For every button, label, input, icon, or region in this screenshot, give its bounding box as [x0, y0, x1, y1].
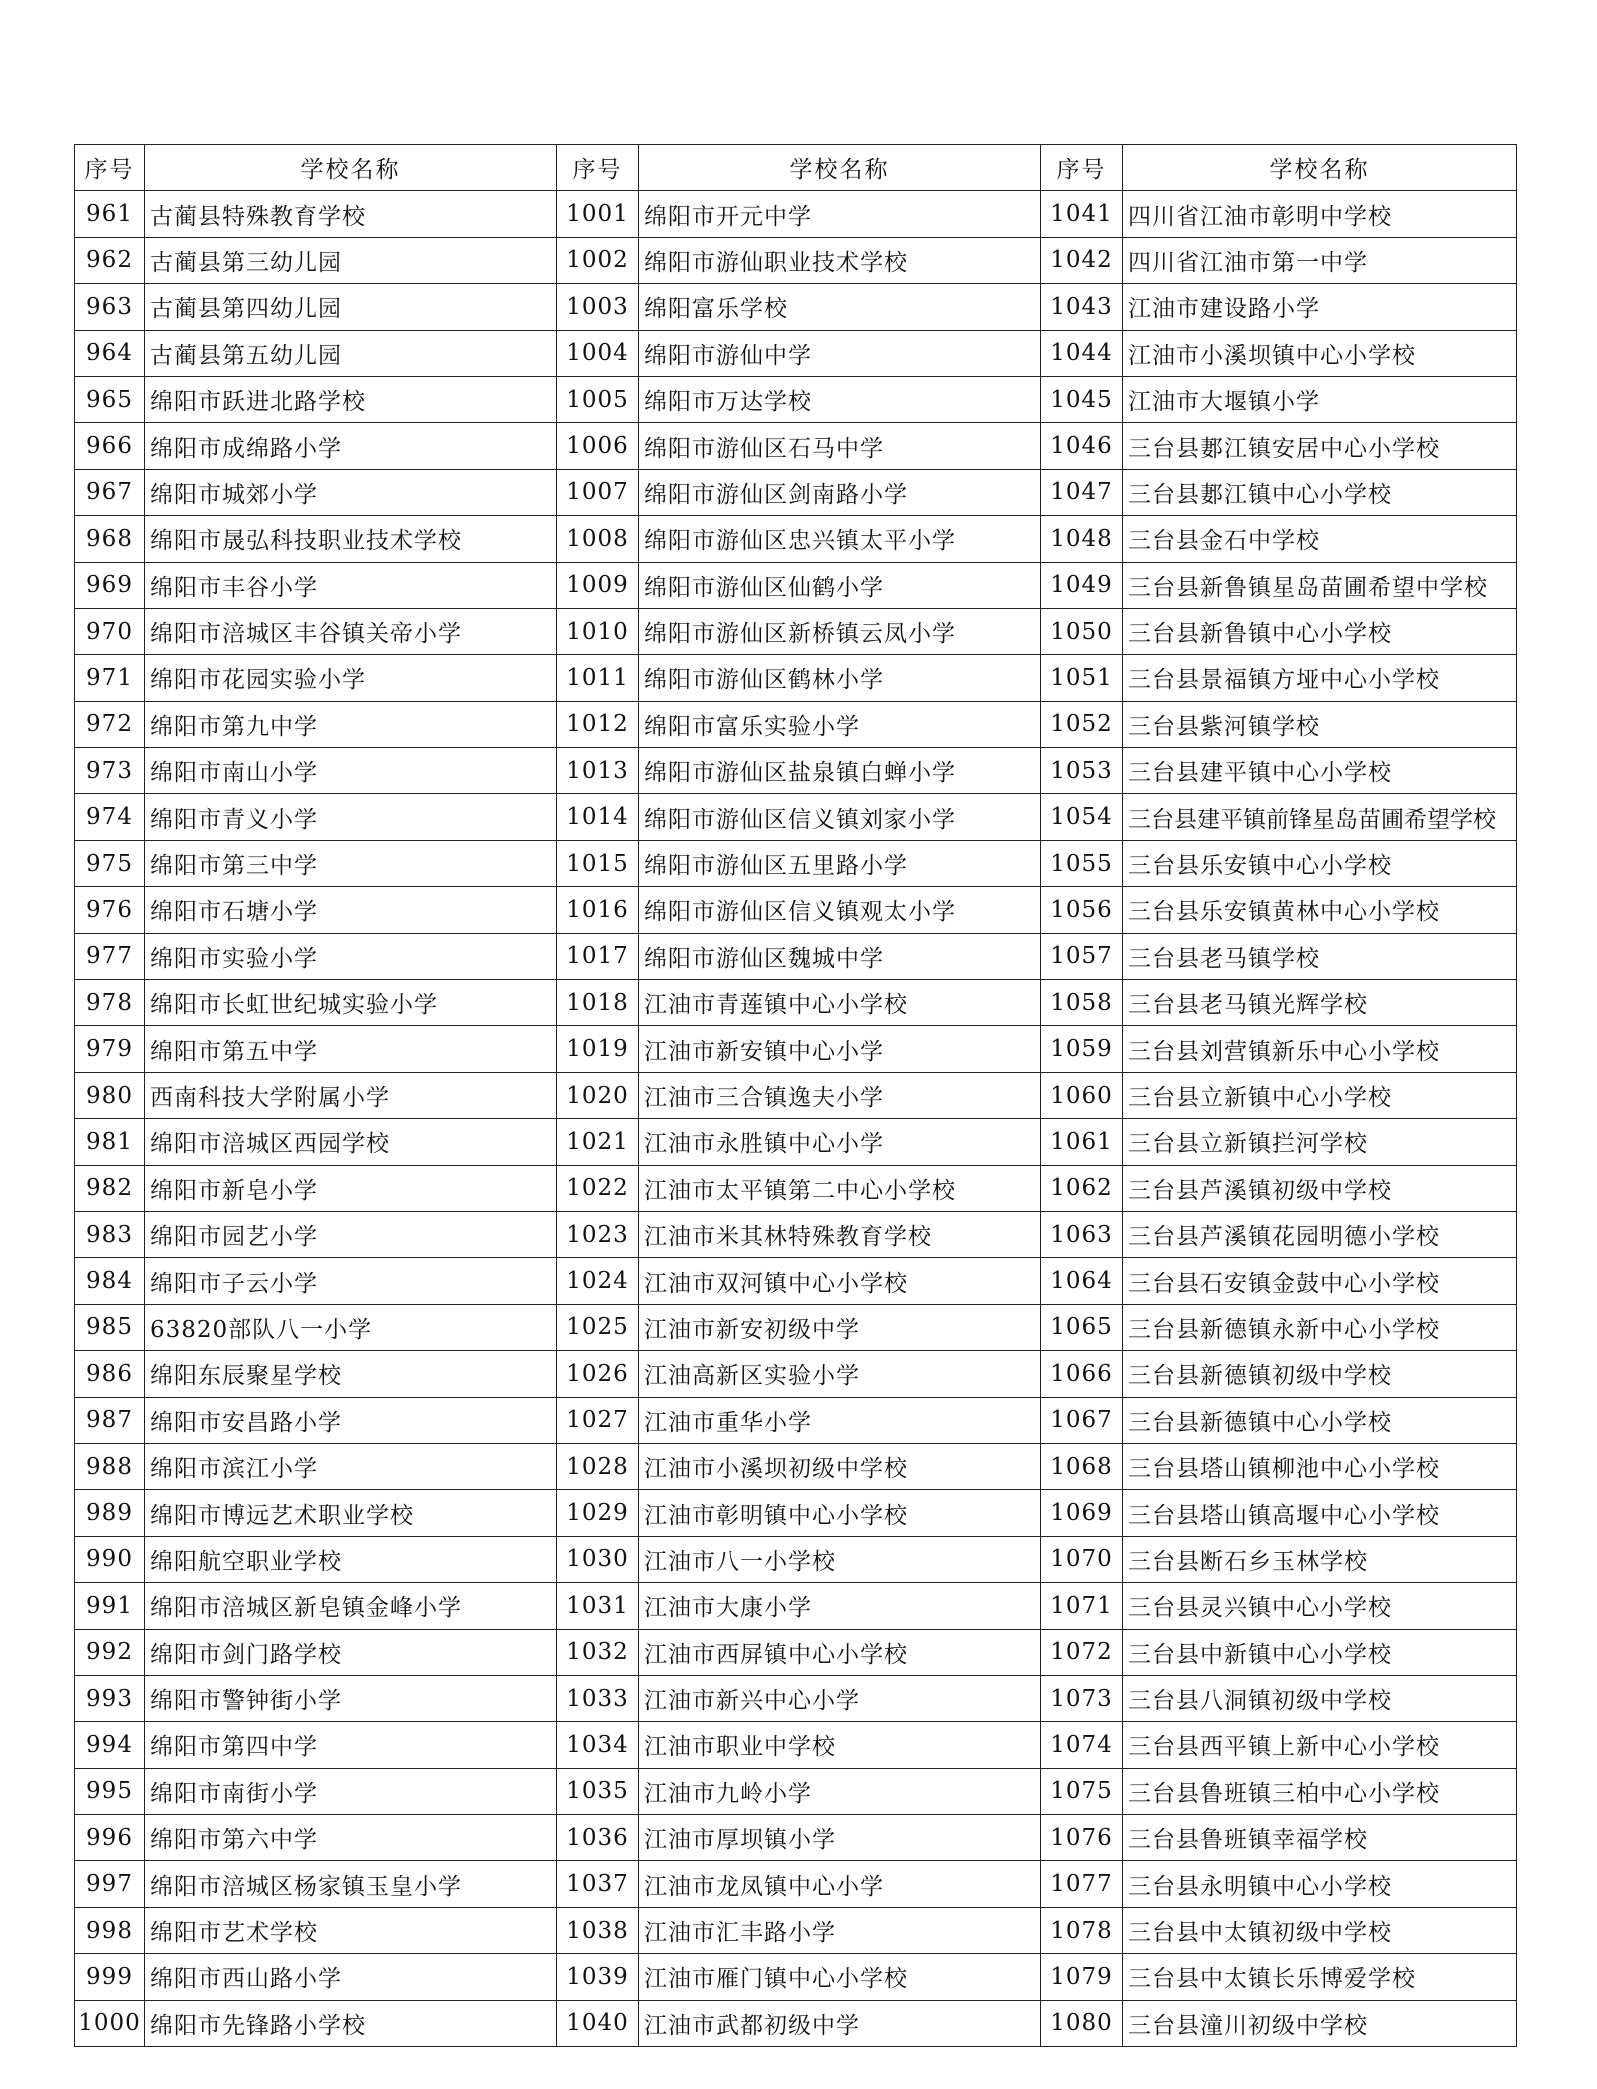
school-name-cell: 三台县塔山镇柳池中心小学校 [1123, 1443, 1517, 1489]
school-name-cell: 绵阳市第六中学 [145, 1815, 557, 1861]
school-name-cell: 江油市建设路小学 [1123, 284, 1517, 330]
table-row [75, 1722, 1517, 1768]
school-name-cell: 三台县建平镇中心小学校 [1123, 748, 1517, 794]
row-index-cell: 1065 [1041, 1304, 1123, 1350]
table-row [75, 237, 1517, 283]
row-index-cell: 1047 [1041, 469, 1123, 515]
school-table [74, 144, 1517, 2047]
school-name-cell: 绵阳市涪城区杨家镇玉皇小学 [145, 1861, 557, 1907]
row-index-cell: 1079 [1041, 1954, 1123, 2000]
row-index-cell: 1066 [1041, 1351, 1123, 1397]
school-name-cell: 三台县景福镇方垭中心小学校 [1123, 655, 1517, 701]
school-name-cell: 绵阳市游仙区忠兴镇太平小学 [639, 516, 1041, 562]
school-name-cell: 古蔺县第五幼儿园 [145, 330, 557, 376]
school-name-cell: 三台县西平镇上新中心小学校 [1123, 1722, 1517, 1768]
school-name-cell: 绵阳市游仙区盐泉镇白蝉小学 [639, 748, 1041, 794]
row-index-cell: 965 [75, 376, 145, 422]
row-index-cell: 1021 [557, 1119, 639, 1165]
row-index-cell: 973 [75, 748, 145, 794]
school-name-cell: 三台县新德镇中心小学校 [1123, 1397, 1517, 1443]
school-name-cell: 绵阳市青义小学 [145, 794, 557, 840]
school-name-cell: 绵阳市游仙区信义镇刘家小学 [639, 794, 1041, 840]
row-index-cell: 975 [75, 840, 145, 886]
school-name-cell: 三台县乐安镇中心小学校 [1123, 840, 1517, 886]
school-name-cell: 绵阳市艺术学校 [145, 1907, 557, 1953]
school-name-cell: 绵阳市游仙区剑南路小学 [639, 469, 1041, 515]
school-name-cell: 江油市西屏镇中心小学校 [639, 1629, 1041, 1675]
row-index-cell: 1015 [557, 840, 639, 886]
row-index-cell: 968 [75, 516, 145, 562]
table-row [75, 191, 1517, 237]
school-name-cell: 绵阳市南街小学 [145, 1768, 557, 1814]
school-name-cell: 三台县潼川初级中学校 [1123, 2000, 1517, 2046]
table-row [75, 1165, 1517, 1211]
row-index-cell: 1062 [1041, 1165, 1123, 1211]
row-index-cell: 1030 [557, 1536, 639, 1582]
row-index-cell: 1063 [1041, 1211, 1123, 1257]
row-index-cell: 990 [75, 1536, 145, 1582]
table-row [75, 1907, 1517, 1953]
table-row [75, 562, 1517, 608]
school-name-cell: 绵阳市游仙区仙鹤小学 [639, 562, 1041, 608]
school-name-cell: 江油市雁门镇中心小学校 [639, 1954, 1041, 2000]
row-index-cell: 974 [75, 794, 145, 840]
school-name-cell: 江油市大康小学 [639, 1583, 1041, 1629]
row-index-cell: 1073 [1041, 1675, 1123, 1721]
row-index-cell: 1032 [557, 1629, 639, 1675]
table-row [75, 1629, 1517, 1675]
row-index-cell: 1017 [557, 933, 639, 979]
school-name-cell: 古蔺县第三幼儿园 [145, 237, 557, 283]
row-index-cell: 1031 [557, 1583, 639, 1629]
school-name-cell: 西南科技大学附属小学 [145, 1072, 557, 1118]
table-row [75, 840, 1517, 886]
row-index-cell: 980 [75, 1072, 145, 1118]
row-index-cell: 1078 [1041, 1907, 1123, 1953]
row-index-cell: 1013 [557, 748, 639, 794]
school-name-cell: 江油市永胜镇中心小学 [639, 1119, 1041, 1165]
school-name-cell: 绵阳市警钟街小学 [145, 1675, 557, 1721]
row-index-cell: 1005 [557, 376, 639, 422]
row-index-cell: 1076 [1041, 1815, 1123, 1861]
school-name-cell: 江油市太平镇第二中心小学校 [639, 1165, 1041, 1211]
row-index-cell: 1033 [557, 1675, 639, 1721]
school-name-cell: 三台县郪江镇安居中心小学校 [1123, 423, 1517, 469]
school-name-cell: 江油市八一小学校 [639, 1536, 1041, 1582]
school-name-cell: 江油市汇丰路小学 [639, 1907, 1041, 1953]
header-index-3: 序号 [1041, 145, 1123, 191]
row-index-cell: 1064 [1041, 1258, 1123, 1304]
school-name-cell: 三台县芦溪镇花园明德小学校 [1123, 1211, 1517, 1257]
table-row [75, 701, 1517, 747]
row-index-cell: 1024 [557, 1258, 639, 1304]
row-index-cell: 978 [75, 980, 145, 1026]
row-index-cell: 1029 [557, 1490, 639, 1536]
row-index-cell: 987 [75, 1397, 145, 1443]
school-name-cell: 绵阳市晟弘科技职业技术学校 [145, 516, 557, 562]
row-index-cell: 1058 [1041, 980, 1123, 1026]
school-name-cell: 绵阳市富乐实验小学 [639, 701, 1041, 747]
school-name-cell: 绵阳市跃进北路学校 [145, 376, 557, 422]
row-index-cell: 1018 [557, 980, 639, 1026]
school-name-cell: 江油市重华小学 [639, 1397, 1041, 1443]
row-index-cell: 976 [75, 887, 145, 933]
table-row [75, 794, 1517, 840]
row-index-cell: 1055 [1041, 840, 1123, 886]
table-row [75, 655, 1517, 701]
row-index-cell: 1048 [1041, 516, 1123, 562]
table-row [75, 1536, 1517, 1582]
row-index-cell: 1045 [1041, 376, 1123, 422]
row-index-cell: 1019 [557, 1026, 639, 1072]
row-index-cell: 1022 [557, 1165, 639, 1211]
row-index-cell: 969 [75, 562, 145, 608]
row-index-cell: 1008 [557, 516, 639, 562]
school-name-cell: 三台县八洞镇初级中学校 [1123, 1675, 1517, 1721]
school-name-cell: 三台县断石乡玉林学校 [1123, 1536, 1517, 1582]
school-name-cell: 绵阳市开元中学 [639, 191, 1041, 237]
table-row [75, 330, 1517, 376]
school-name-cell: 三台县建平镇前锋星岛苗圃希望学校 [1123, 794, 1517, 840]
row-index-cell: 1014 [557, 794, 639, 840]
row-index-cell: 986 [75, 1351, 145, 1397]
school-name-cell: 江油市职业中学校 [639, 1722, 1041, 1768]
row-index-cell: 1003 [557, 284, 639, 330]
school-name-cell: 绵阳市涪城区西园学校 [145, 1119, 557, 1165]
school-name-cell: 绵阳市滨江小学 [145, 1443, 557, 1489]
row-index-cell: 1034 [557, 1722, 639, 1768]
school-name-cell: 江油市厚坝镇小学 [639, 1815, 1041, 1861]
row-index-cell: 982 [75, 1165, 145, 1211]
school-name-cell: 三台县鲁班镇三柏中心小学校 [1123, 1768, 1517, 1814]
table-row [75, 1861, 1517, 1907]
school-name-cell: 绵阳市实验小学 [145, 933, 557, 979]
row-index-cell: 1074 [1041, 1722, 1123, 1768]
row-index-cell: 1002 [557, 237, 639, 283]
row-index-cell: 979 [75, 1026, 145, 1072]
school-name-cell: 江油市彰明镇中心小学校 [639, 1490, 1041, 1536]
row-index-cell: 1011 [557, 655, 639, 701]
school-name-cell: 绵阳航空职业学校 [145, 1536, 557, 1582]
school-name-cell: 江油市新兴中心小学 [639, 1675, 1041, 1721]
table-header-row [75, 145, 1517, 191]
row-index-cell: 997 [75, 1861, 145, 1907]
school-name-cell: 江油市双河镇中心小学校 [639, 1258, 1041, 1304]
school-name-cell: 绵阳市剑门路学校 [145, 1629, 557, 1675]
school-name-cell: 江油市武都初级中学 [639, 2000, 1041, 2046]
school-name-cell: 三台县中太镇初级中学校 [1123, 1907, 1517, 1953]
school-name-cell: 江油市米其林特殊教育学校 [639, 1211, 1041, 1257]
school-name-cell: 绵阳市长虹世纪城实验小学 [145, 980, 557, 1026]
school-name-cell: 三台县新鲁镇星岛苗圃希望中学校 [1123, 562, 1517, 608]
table-row [75, 1351, 1517, 1397]
table-row [75, 1490, 1517, 1536]
school-name-cell: 绵阳东辰聚星学校 [145, 1351, 557, 1397]
row-index-cell: 1023 [557, 1211, 639, 1257]
row-index-cell: 1020 [557, 1072, 639, 1118]
row-index-cell: 1035 [557, 1768, 639, 1814]
row-index-cell: 985 [75, 1304, 145, 1350]
row-index-cell: 1061 [1041, 1119, 1123, 1165]
table-row [75, 608, 1517, 654]
row-index-cell: 984 [75, 1258, 145, 1304]
school-name-cell: 江油市三合镇逸夫小学 [639, 1072, 1041, 1118]
school-name-cell: 绵阳市西山路小学 [145, 1954, 557, 2000]
school-name-cell: 四川省江油市彰明中学校 [1123, 191, 1517, 237]
table-row [75, 887, 1517, 933]
table-row [75, 980, 1517, 1026]
school-name-cell: 三台县塔山镇高堰中心小学校 [1123, 1490, 1517, 1536]
row-index-cell: 962 [75, 237, 145, 283]
row-index-cell: 1049 [1041, 562, 1123, 608]
row-index-cell: 964 [75, 330, 145, 376]
row-index-cell: 1042 [1041, 237, 1123, 283]
row-index-cell: 1028 [557, 1443, 639, 1489]
row-index-cell: 1039 [557, 1954, 639, 2000]
row-index-cell: 1026 [557, 1351, 639, 1397]
row-index-cell: 1080 [1041, 2000, 1123, 2046]
row-index-cell: 1044 [1041, 330, 1123, 376]
table-row [75, 1815, 1517, 1861]
row-index-cell: 988 [75, 1443, 145, 1489]
table-row [75, 933, 1517, 979]
table-row [75, 1768, 1517, 1814]
row-index-cell: 1072 [1041, 1629, 1123, 1675]
row-index-cell: 1052 [1041, 701, 1123, 747]
school-name-cell: 绵阳市万达学校 [639, 376, 1041, 422]
school-name-cell: 绵阳市石塘小学 [145, 887, 557, 933]
row-index-cell: 992 [75, 1629, 145, 1675]
school-name-cell: 江油市新安镇中心小学 [639, 1026, 1041, 1072]
row-index-cell: 1056 [1041, 887, 1123, 933]
school-name-cell: 三台县郪江镇中心小学校 [1123, 469, 1517, 515]
table-row [75, 284, 1517, 330]
row-index-cell: 961 [75, 191, 145, 237]
school-name-cell: 三台县紫河镇学校 [1123, 701, 1517, 747]
school-name-cell: 绵阳市第五中学 [145, 1026, 557, 1072]
row-index-cell: 1075 [1041, 1768, 1123, 1814]
row-index-cell: 989 [75, 1490, 145, 1536]
school-name-cell: 江油市小溪坝初级中学校 [639, 1443, 1041, 1489]
school-name-cell: 三台县立新镇拦河学校 [1123, 1119, 1517, 1165]
school-name-cell: 绵阳市游仙中学 [639, 330, 1041, 376]
table-row [75, 1397, 1517, 1443]
row-index-cell: 994 [75, 1722, 145, 1768]
row-index-cell: 1009 [557, 562, 639, 608]
row-index-cell: 1012 [557, 701, 639, 747]
table-body [75, 191, 1517, 2047]
school-name-cell: 江油市小溪坝镇中心小学校 [1123, 330, 1517, 376]
school-name-cell: 绵阳市第三中学 [145, 840, 557, 886]
school-name-cell: 绵阳市涪城区新皂镇金峰小学 [145, 1583, 557, 1629]
table-row [75, 423, 1517, 469]
row-index-cell: 1025 [557, 1304, 639, 1350]
row-index-cell: 1070 [1041, 1536, 1123, 1582]
school-name-cell: 绵阳市安昌路小学 [145, 1397, 557, 1443]
school-name-cell: 三台县新鲁镇中心小学校 [1123, 608, 1517, 654]
row-index-cell: 971 [75, 655, 145, 701]
row-index-cell: 1067 [1041, 1397, 1123, 1443]
row-index-cell: 1007 [557, 469, 639, 515]
school-name-cell: 三台县中太镇长乐博爱学校 [1123, 1954, 1517, 2000]
row-index-cell: 1077 [1041, 1861, 1123, 1907]
school-name-cell: 三台县立新镇中心小学校 [1123, 1072, 1517, 1118]
school-name-cell: 江油市新安初级中学 [639, 1304, 1041, 1350]
school-name-cell: 绵阳市城郊小学 [145, 469, 557, 515]
school-name-cell: 绵阳市第九中学 [145, 701, 557, 747]
school-name-cell: 绵阳市第四中学 [145, 1722, 557, 1768]
school-name-cell: 古蔺县第四幼儿园 [145, 284, 557, 330]
row-index-cell: 1071 [1041, 1583, 1123, 1629]
school-name-cell: 绵阳市游仙区石马中学 [639, 423, 1041, 469]
school-name-cell: 江油市九岭小学 [639, 1768, 1041, 1814]
row-index-cell: 1050 [1041, 608, 1123, 654]
row-index-cell: 977 [75, 933, 145, 979]
school-name-cell: 绵阳市涪城区丰谷镇关帝小学 [145, 608, 557, 654]
school-name-cell: 三台县芦溪镇初级中学校 [1123, 1165, 1517, 1211]
table-row [75, 1026, 1517, 1072]
school-name-cell: 绵阳市花园实验小学 [145, 655, 557, 701]
table-row [75, 748, 1517, 794]
school-name-cell: 三台县石安镇金鼓中心小学校 [1123, 1258, 1517, 1304]
table-row [75, 1258, 1517, 1304]
row-index-cell: 1037 [557, 1861, 639, 1907]
school-name-cell: 江油市大堰镇小学 [1123, 376, 1517, 422]
school-name-cell: 三台县老马镇光辉学校 [1123, 980, 1517, 1026]
row-index-cell: 963 [75, 284, 145, 330]
table-row [75, 1119, 1517, 1165]
header-index-2: 序号 [557, 145, 639, 191]
table-row [75, 376, 1517, 422]
table-row [75, 516, 1517, 562]
table-row [75, 1304, 1517, 1350]
table-row [75, 469, 1517, 515]
header-index-1: 序号 [75, 145, 145, 191]
school-name-cell: 三台县灵兴镇中心小学校 [1123, 1583, 1517, 1629]
row-index-cell: 993 [75, 1675, 145, 1721]
table-row [75, 2000, 1517, 2046]
row-index-cell: 1060 [1041, 1072, 1123, 1118]
school-name-cell: 三台县刘营镇新乐中心小学校 [1123, 1026, 1517, 1072]
row-index-cell: 1041 [1041, 191, 1123, 237]
school-list-page [74, 144, 1516, 2047]
header-school-name-1: 学校名称 [145, 145, 557, 191]
school-name-cell: 三台县乐安镇黄林中心小学校 [1123, 887, 1517, 933]
row-index-cell: 1006 [557, 423, 639, 469]
school-name-cell: 绵阳市先锋路小学校 [145, 2000, 557, 2046]
row-index-cell: 998 [75, 1907, 145, 1953]
school-name-cell: 绵阳市南山小学 [145, 748, 557, 794]
table-row [75, 1675, 1517, 1721]
row-index-cell: 991 [75, 1583, 145, 1629]
school-name-cell: 绵阳市游仙区魏城中学 [639, 933, 1041, 979]
school-name-cell: 江油市龙凤镇中心小学 [639, 1861, 1041, 1907]
school-name-cell: 古蔺县特殊教育学校 [145, 191, 557, 237]
row-index-cell: 1043 [1041, 284, 1123, 330]
school-name-cell: 三台县新德镇初级中学校 [1123, 1351, 1517, 1397]
school-name-cell: 绵阳市游仙职业技术学校 [639, 237, 1041, 283]
school-name-cell: 三台县新德镇永新中心小学校 [1123, 1304, 1517, 1350]
table-row [75, 1443, 1517, 1489]
row-index-cell: 967 [75, 469, 145, 515]
school-name-cell: 四川省江油市第一中学 [1123, 237, 1517, 283]
table-row [75, 1072, 1517, 1118]
header-school-name-3: 学校名称 [1123, 145, 1517, 191]
row-index-cell: 996 [75, 1815, 145, 1861]
row-index-cell: 1053 [1041, 748, 1123, 794]
school-name-cell: 三台县中新镇中心小学校 [1123, 1629, 1517, 1675]
school-name-cell: 绵阳市游仙区新桥镇云凤小学 [639, 608, 1041, 654]
row-index-cell: 966 [75, 423, 145, 469]
row-index-cell: 1046 [1041, 423, 1123, 469]
row-index-cell: 1051 [1041, 655, 1123, 701]
row-index-cell: 1016 [557, 887, 639, 933]
row-index-cell: 981 [75, 1119, 145, 1165]
row-index-cell: 1038 [557, 1907, 639, 1953]
school-name-cell: 江油市青莲镇中心小学校 [639, 980, 1041, 1026]
row-index-cell: 972 [75, 701, 145, 747]
row-index-cell: 1068 [1041, 1443, 1123, 1489]
school-name-cell: 绵阳富乐学校 [639, 284, 1041, 330]
school-name-cell: 绵阳市游仙区鹤林小学 [639, 655, 1041, 701]
school-name-cell: 江油高新区实验小学 [639, 1351, 1041, 1397]
header-school-name-2: 学校名称 [639, 145, 1041, 191]
school-name-cell: 绵阳市丰谷小学 [145, 562, 557, 608]
row-index-cell: 1010 [557, 608, 639, 654]
school-name-cell: 63820部队八一小学 [145, 1304, 557, 1350]
school-name-cell: 绵阳市游仙区信义镇观太小学 [639, 887, 1041, 933]
row-index-cell: 1027 [557, 1397, 639, 1443]
table-row [75, 1211, 1517, 1257]
school-name-cell: 三台县鲁班镇幸福学校 [1123, 1815, 1517, 1861]
row-index-cell: 1001 [557, 191, 639, 237]
school-name-cell: 三台县老马镇学校 [1123, 933, 1517, 979]
school-name-cell: 绵阳市园艺小学 [145, 1211, 557, 1257]
school-name-cell: 绵阳市成绵路小学 [145, 423, 557, 469]
school-name-cell: 绵阳市子云小学 [145, 1258, 557, 1304]
row-index-cell: 1059 [1041, 1026, 1123, 1072]
row-index-cell: 1040 [557, 2000, 639, 2046]
table-row [75, 1954, 1517, 2000]
row-index-cell: 983 [75, 1211, 145, 1257]
row-index-cell: 1069 [1041, 1490, 1123, 1536]
school-name-cell: 绵阳市博远艺术职业学校 [145, 1490, 557, 1536]
row-index-cell: 1036 [557, 1815, 639, 1861]
row-index-cell: 1004 [557, 330, 639, 376]
table-row [75, 1583, 1517, 1629]
row-index-cell: 995 [75, 1768, 145, 1814]
school-name-cell: 绵阳市新皂小学 [145, 1165, 557, 1211]
school-name-cell: 三台县金石中学校 [1123, 516, 1517, 562]
school-name-cell: 三台县永明镇中心小学校 [1123, 1861, 1517, 1907]
row-index-cell: 970 [75, 608, 145, 654]
school-name-cell: 绵阳市游仙区五里路小学 [639, 840, 1041, 886]
row-index-cell: 1057 [1041, 933, 1123, 979]
row-index-cell: 1000 [75, 2000, 145, 2046]
row-index-cell: 999 [75, 1954, 145, 2000]
row-index-cell: 1054 [1041, 794, 1123, 840]
